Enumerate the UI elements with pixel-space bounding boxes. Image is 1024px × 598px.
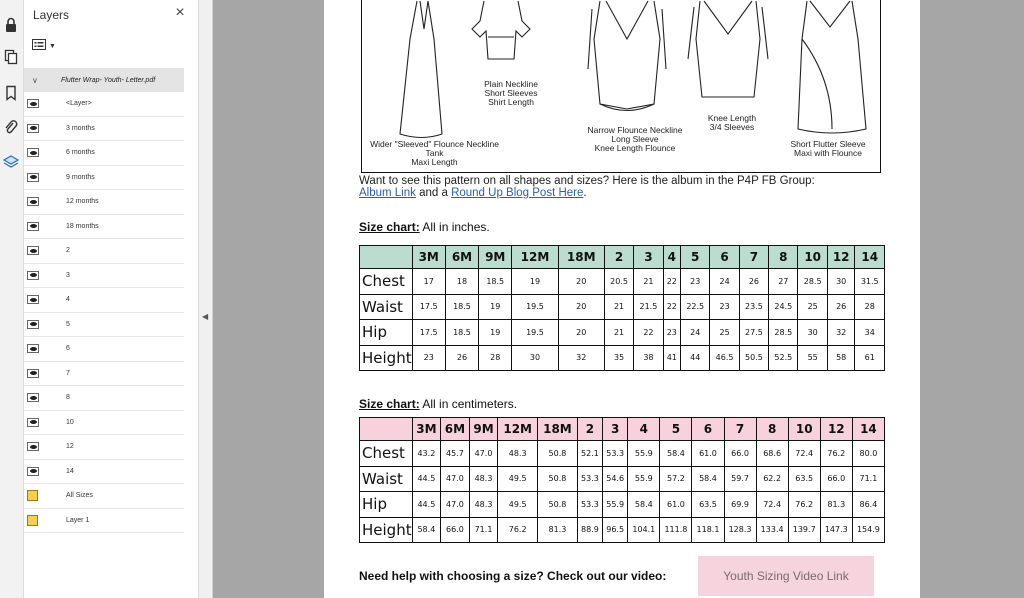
visibility-eye-icon[interactable] bbox=[27, 99, 39, 108]
size-header-cell: 18M bbox=[558, 246, 604, 269]
measurement-value: 55.9 bbox=[628, 441, 660, 467]
measurement-row bbox=[360, 466, 885, 492]
size-header-cell: 18M bbox=[538, 418, 578, 441]
layer-name: 18 months bbox=[66, 222, 99, 230]
layer-row[interactable] bbox=[24, 92, 184, 117]
measurement-value: 35 bbox=[604, 345, 633, 371]
measurement-value: 81.3 bbox=[538, 517, 578, 543]
measurement-value: 81.3 bbox=[820, 492, 852, 518]
eye-icon bbox=[30, 322, 37, 326]
measurement-value: 61.0 bbox=[692, 441, 724, 467]
layer-name: 5 bbox=[66, 320, 70, 328]
size-header-cell: 12 bbox=[820, 418, 852, 441]
measurement-value: 71.1 bbox=[852, 466, 884, 492]
layer-name: 9 months bbox=[66, 173, 95, 181]
measurement-value: 55.9 bbox=[603, 492, 628, 518]
size-chart-inches-title bbox=[359, 220, 490, 234]
measurement-label: Hip bbox=[360, 320, 413, 346]
measurement-value: 50.5 bbox=[739, 345, 768, 371]
layer-row[interactable] bbox=[24, 166, 184, 191]
measurement-value: 18 bbox=[445, 269, 478, 295]
measurement-value: 58.4 bbox=[660, 441, 692, 467]
measurement-value: 30 bbox=[798, 320, 827, 346]
eye-icon bbox=[30, 347, 37, 351]
intro-period: . bbox=[583, 187, 587, 199]
measurement-value: 27 bbox=[769, 269, 798, 295]
measurement-value: 18.5 bbox=[479, 269, 512, 295]
measurement-value: 48.3 bbox=[469, 492, 498, 518]
measurement-value: 23 bbox=[412, 345, 445, 371]
size-header-cell: 7 bbox=[739, 246, 768, 269]
measurement-value: 54.6 bbox=[603, 466, 628, 492]
sizing-help-text: Need help with choosing a size? Check out our video: bbox=[359, 569, 667, 583]
size-header-cell: 14 bbox=[852, 418, 884, 441]
layer-row[interactable] bbox=[24, 190, 184, 215]
measurement-value: 63.5 bbox=[788, 466, 820, 492]
eye-icon bbox=[30, 249, 37, 253]
eye-icon bbox=[30, 298, 37, 302]
visibility-eye-icon[interactable] bbox=[27, 246, 39, 255]
layer-row[interactable] bbox=[24, 288, 184, 313]
dress-illustrations bbox=[361, 0, 881, 173]
eye-icon bbox=[30, 273, 37, 277]
visibility-eye-icon[interactable] bbox=[27, 418, 39, 427]
measurement-value: 46.5 bbox=[710, 345, 739, 371]
measurement-value: 49.5 bbox=[498, 466, 538, 492]
measurement-value: 38 bbox=[634, 345, 663, 371]
size-header-cell: 2 bbox=[604, 246, 633, 269]
measurement-value: 44.5 bbox=[412, 492, 441, 518]
measurement-value: 41 bbox=[663, 345, 680, 371]
measurement-value: 147.3 bbox=[820, 517, 852, 543]
measurement-value: 30 bbox=[827, 269, 855, 295]
layer-name: All Sizes bbox=[66, 492, 93, 500]
paperclip-icon[interactable] bbox=[2, 118, 20, 136]
layer-row[interactable] bbox=[24, 411, 184, 436]
size-header-cell: 5 bbox=[660, 418, 692, 441]
visibility-eye-icon[interactable] bbox=[27, 344, 39, 353]
size-chart-label: Size chart: bbox=[359, 220, 420, 234]
measurement-value: 76.2 bbox=[498, 517, 538, 543]
measurement-value: 53.3 bbox=[603, 441, 628, 467]
measurement-value: 76.2 bbox=[820, 441, 852, 467]
navigation-toolstrip bbox=[0, 0, 24, 598]
measurement-value: 47.0 bbox=[441, 492, 470, 518]
chevron-down-icon: ▼ bbox=[49, 42, 56, 50]
visibility-eye-icon[interactable] bbox=[27, 148, 39, 157]
size-chart-unit: All in inches. bbox=[419, 220, 490, 234]
measurement-value: 72.4 bbox=[788, 441, 820, 467]
layers-panel-title: Layers bbox=[33, 8, 70, 22]
eye-icon bbox=[30, 102, 37, 106]
measurement-value: 58 bbox=[827, 345, 855, 371]
measurement-value: 23 bbox=[663, 320, 680, 346]
measurement-value: 44.5 bbox=[412, 466, 441, 492]
layer-file-name: Flutter Wrap- Youth- Letter.pdf bbox=[61, 76, 156, 84]
eye-icon bbox=[30, 175, 37, 179]
eye-icon bbox=[30, 371, 37, 375]
layer-name: 2 bbox=[66, 247, 70, 255]
visibility-eye-icon[interactable] bbox=[27, 222, 39, 231]
measurement-value: 133.4 bbox=[756, 517, 788, 543]
measurement-value: 31.5 bbox=[855, 269, 885, 295]
measurement-value: 27.5 bbox=[739, 320, 768, 346]
measurement-value: 55.9 bbox=[628, 466, 660, 492]
measurement-value: 68.6 bbox=[756, 441, 788, 467]
size-header-cell: 5 bbox=[681, 246, 710, 269]
measurement-row bbox=[360, 517, 885, 543]
measurement-value: 44 bbox=[681, 345, 710, 371]
size-header-cell: 10 bbox=[788, 418, 820, 441]
layer-row[interactable] bbox=[24, 117, 184, 142]
measurement-value: 49.5 bbox=[498, 492, 538, 518]
measurement-value: 20 bbox=[558, 320, 604, 346]
layer-name: 6 bbox=[66, 345, 70, 353]
measurement-value: 52.1 bbox=[577, 441, 602, 467]
size-header-cell: 3M bbox=[412, 418, 441, 441]
measurement-value: 28 bbox=[855, 294, 885, 320]
measurement-value: 19.5 bbox=[512, 320, 558, 346]
measurement-value: 19.5 bbox=[512, 294, 558, 320]
size-chart-cm-title bbox=[359, 397, 517, 411]
measurement-value: 22 bbox=[663, 269, 680, 295]
layer-row[interactable] bbox=[24, 313, 184, 338]
measurement-value: 80.0 bbox=[852, 441, 884, 467]
caption-dress-2: Plain Neckline Short Sleeves Shirt Length bbox=[484, 79, 538, 107]
measurement-value: 66.0 bbox=[724, 441, 756, 467]
layer-name: Layer 1 bbox=[66, 516, 90, 524]
size-header-row bbox=[360, 418, 885, 441]
measurement-value: 66.0 bbox=[441, 517, 470, 543]
measurement-value: 22.5 bbox=[681, 294, 710, 320]
layer-row[interactable] bbox=[24, 509, 184, 534]
measurement-label: Waist bbox=[360, 466, 413, 492]
measurement-value: 45.7 bbox=[441, 441, 470, 467]
layer-row[interactable] bbox=[24, 386, 184, 411]
measurement-value: 18.5 bbox=[445, 320, 478, 346]
measurement-value: 43.2 bbox=[412, 441, 441, 467]
size-header-cell: 6M bbox=[445, 246, 478, 269]
measurement-value: 50.8 bbox=[538, 441, 578, 467]
size-header-cell: 8 bbox=[769, 246, 798, 269]
measurement-label: Hip bbox=[360, 492, 413, 518]
measurement-value: 23 bbox=[710, 294, 739, 320]
measurement-value: 26 bbox=[445, 345, 478, 371]
measurement-value: 17.5 bbox=[412, 294, 445, 320]
measurement-row bbox=[360, 269, 885, 295]
eye-icon bbox=[30, 420, 37, 424]
measurement-value: 19 bbox=[512, 269, 558, 295]
eye-icon bbox=[30, 445, 37, 449]
layer-row[interactable] bbox=[24, 215, 184, 240]
blog-post-link[interactable]: Round Up Blog Post Here bbox=[451, 187, 584, 199]
measurement-value: 25 bbox=[798, 294, 827, 320]
measurement-value: 24 bbox=[710, 269, 739, 295]
panel-splitter[interactable] bbox=[199, 0, 213, 598]
measurement-value: 59.7 bbox=[724, 466, 756, 492]
options-list-icon bbox=[32, 37, 46, 55]
measurement-value: 21 bbox=[604, 320, 633, 346]
measurement-label: Chest bbox=[360, 269, 413, 295]
measurement-row bbox=[360, 320, 885, 346]
measurement-value: 50.8 bbox=[538, 492, 578, 518]
measurement-value: 57.2 bbox=[660, 466, 692, 492]
size-header-cell: 12M bbox=[498, 418, 538, 441]
layer-row[interactable] bbox=[24, 460, 184, 485]
size-header-cell: 3M bbox=[412, 246, 445, 269]
size-header-cell: 2 bbox=[577, 418, 602, 441]
eye-icon bbox=[30, 396, 37, 400]
close-icon[interactable]: × bbox=[175, 4, 185, 21]
measurement-value: 47.0 bbox=[441, 466, 470, 492]
layer-row[interactable] bbox=[24, 264, 184, 289]
measurement-value: 19 bbox=[479, 294, 512, 320]
size-header-cell: 10 bbox=[798, 246, 827, 269]
visibility-eye-icon[interactable] bbox=[27, 393, 39, 402]
measurement-value: 28.5 bbox=[798, 269, 827, 295]
measurement-value: 20 bbox=[558, 294, 604, 320]
measurement-value: 30 bbox=[512, 345, 558, 371]
measurement-value: 23 bbox=[681, 269, 710, 295]
measurement-value: 76.2 bbox=[788, 492, 820, 518]
measurement-value: 17.5 bbox=[412, 320, 445, 346]
measurement-value: 58.4 bbox=[412, 517, 441, 543]
measurement-value: 53.3 bbox=[577, 466, 602, 492]
layer-name: 12 bbox=[66, 443, 74, 451]
layer-name: 14 bbox=[66, 467, 74, 475]
measurement-value: 32 bbox=[558, 345, 604, 371]
layer-lock-icon bbox=[27, 515, 38, 526]
layer-name: 7 bbox=[66, 369, 70, 377]
measurement-value: 61 bbox=[855, 345, 885, 371]
size-header-cell: 6 bbox=[692, 418, 724, 441]
layer-name: 8 bbox=[66, 394, 70, 402]
layers-tree bbox=[24, 68, 184, 533]
layer-row[interactable] bbox=[24, 435, 184, 460]
measurement-value: 72.4 bbox=[756, 492, 788, 518]
pattern-intro bbox=[359, 175, 879, 199]
measurement-value: 52.5 bbox=[769, 345, 798, 371]
eye-icon bbox=[30, 469, 37, 473]
album-link[interactable]: Album Link bbox=[359, 187, 416, 199]
visibility-eye-icon[interactable] bbox=[27, 271, 39, 280]
size-header-cell: 4 bbox=[663, 246, 680, 269]
measurement-value: 86.4 bbox=[852, 492, 884, 518]
size-header-cell: 3 bbox=[634, 246, 663, 269]
layer-row[interactable] bbox=[24, 362, 184, 387]
visibility-eye-icon[interactable] bbox=[27, 197, 39, 206]
measurement-value: 62.2 bbox=[756, 466, 788, 492]
header-corner-cell bbox=[360, 418, 413, 441]
measurement-label: Waist bbox=[360, 294, 413, 320]
size-chart-inches-table bbox=[359, 245, 885, 371]
measurement-value: 25 bbox=[710, 320, 739, 346]
measurement-value: 66.0 bbox=[820, 466, 852, 492]
eye-icon bbox=[30, 126, 37, 130]
measurement-value: 88.9 bbox=[577, 517, 602, 543]
measurement-label: Height bbox=[360, 345, 413, 371]
measurement-row bbox=[360, 294, 885, 320]
pages-icon[interactable] bbox=[2, 48, 20, 66]
measurement-value: 50.8 bbox=[538, 466, 578, 492]
caption-dress-1: Wider "Sleeved" Flounce Neckline Tank Maxi Length bbox=[370, 139, 499, 167]
measurement-row bbox=[360, 441, 885, 467]
size-chart-unit: All in centimeters. bbox=[419, 397, 518, 411]
size-header-cell: 6M bbox=[441, 418, 470, 441]
measurement-value: 63.5 bbox=[692, 492, 724, 518]
size-header-cell: 12 bbox=[827, 246, 855, 269]
size-header-cell: 3 bbox=[603, 418, 628, 441]
eye-icon bbox=[30, 151, 37, 155]
measurement-value: 55 bbox=[798, 345, 827, 371]
measurement-value: 118.1 bbox=[692, 517, 724, 543]
measurement-value: 20 bbox=[558, 269, 604, 295]
size-header-cell: 9M bbox=[469, 418, 498, 441]
measurement-value: 28 bbox=[479, 345, 512, 371]
measurement-value: 24 bbox=[681, 320, 710, 346]
measurement-value: 21 bbox=[634, 269, 663, 295]
layer-name: 10 bbox=[66, 418, 74, 426]
intro-text: Want to see this pattern on all shapes and sizes? Here is the album in the P4P FB Group: bbox=[359, 175, 815, 187]
measurement-value: 19 bbox=[479, 320, 512, 346]
measurement-value: 154.9 bbox=[852, 517, 884, 543]
measurement-value: 21 bbox=[604, 294, 633, 320]
measurement-value: 26 bbox=[827, 294, 855, 320]
measurement-value: 21.5 bbox=[634, 294, 663, 320]
layer-name: 4 bbox=[66, 296, 70, 304]
layer-name: 3 bbox=[66, 271, 70, 279]
layer-name: 12 months bbox=[66, 198, 99, 206]
caption-dress-3: Narrow Flounce Neckline Long Sleeve Knee Length Flounce bbox=[587, 125, 683, 153]
header-corner-cell bbox=[360, 246, 413, 269]
measurement-value: 47.0 bbox=[469, 441, 498, 467]
measurement-value: 34 bbox=[855, 320, 885, 346]
layers-icon[interactable] bbox=[2, 153, 20, 171]
eye-icon bbox=[30, 200, 37, 204]
collapse-arrow-icon[interactable]: ◀ bbox=[202, 312, 209, 321]
visibility-eye-icon[interactable] bbox=[27, 442, 39, 451]
visibility-eye-icon[interactable] bbox=[27, 295, 39, 304]
measurement-label: Height bbox=[360, 517, 413, 543]
size-header-cell: 8 bbox=[756, 418, 788, 441]
measurement-value: 53.3 bbox=[577, 492, 602, 518]
layer-row[interactable] bbox=[24, 484, 184, 509]
layer-row[interactable] bbox=[24, 337, 184, 362]
size-header-cell: 12M bbox=[512, 246, 558, 269]
visibility-eye-icon[interactable] bbox=[27, 124, 39, 133]
measurement-value: 111.8 bbox=[660, 517, 692, 543]
chevron-down-icon[interactable]: ∨ bbox=[32, 75, 38, 85]
layer-lock-icon bbox=[27, 490, 38, 501]
measurement-value: 26 bbox=[739, 269, 768, 295]
measurement-value: 96.5 bbox=[603, 517, 628, 543]
measurement-value: 58.4 bbox=[628, 492, 660, 518]
size-header-cell: 9M bbox=[479, 246, 512, 269]
layer-name: 3 months bbox=[66, 124, 95, 132]
youth-sizing-video-button[interactable]: Youth Sizing Video Link bbox=[698, 556, 874, 596]
measurement-value: 69.9 bbox=[724, 492, 756, 518]
size-chart-cm-table bbox=[359, 417, 885, 543]
measurement-value: 58.4 bbox=[692, 466, 724, 492]
intro-joiner: and a bbox=[415, 187, 452, 199]
size-header-cell: 7 bbox=[724, 418, 756, 441]
caption-dress-4: Knee Length 3/4 Sleeves bbox=[707, 113, 757, 132]
size-chart-label: Size chart: bbox=[359, 397, 420, 411]
measurement-value: 104.1 bbox=[628, 517, 660, 543]
layer-row[interactable] bbox=[24, 141, 184, 166]
layer-name: 6 months bbox=[66, 149, 95, 157]
visibility-eye-icon[interactable] bbox=[27, 173, 39, 182]
size-header-row bbox=[360, 246, 885, 269]
visibility-eye-icon[interactable] bbox=[27, 467, 39, 476]
size-header-cell: 14 bbox=[855, 246, 885, 269]
measurement-value: 22 bbox=[663, 294, 680, 320]
measurement-value: 20.5 bbox=[604, 269, 633, 295]
measurement-value: 48.3 bbox=[469, 466, 498, 492]
measurement-value: 61.0 bbox=[660, 492, 692, 518]
measurement-value: 48.3 bbox=[498, 441, 538, 467]
measurement-value: 32 bbox=[827, 320, 855, 346]
visibility-eye-icon[interactable] bbox=[27, 369, 39, 378]
size-header-cell: 6 bbox=[710, 246, 739, 269]
measurement-value: 18.5 bbox=[445, 294, 478, 320]
measurement-value: 139.7 bbox=[788, 517, 820, 543]
layer-row[interactable] bbox=[24, 239, 184, 264]
measurement-value: 24.5 bbox=[769, 294, 798, 320]
measurement-value: 17 bbox=[412, 269, 445, 295]
caption-dress-5: Short Flutter Sleeve Maxi with Flounce bbox=[790, 139, 866, 158]
measurement-value: 71.1 bbox=[469, 517, 498, 543]
measurement-value: 23.5 bbox=[739, 294, 768, 320]
measurement-value: 128.3 bbox=[724, 517, 756, 543]
layer-name: <Layer> bbox=[66, 100, 92, 108]
measurement-row bbox=[360, 345, 885, 371]
layers-panel bbox=[24, 0, 199, 598]
visibility-eye-icon[interactable] bbox=[27, 320, 39, 329]
measurement-value: 28.5 bbox=[769, 320, 798, 346]
lock-icon[interactable] bbox=[2, 16, 20, 34]
size-header-cell: 4 bbox=[628, 418, 660, 441]
eye-icon bbox=[30, 224, 37, 228]
bookmark-icon[interactable] bbox=[2, 84, 20, 102]
measurement-label: Chest bbox=[360, 441, 413, 467]
layers-options-button[interactable] bbox=[32, 38, 62, 54]
layer-root-file[interactable] bbox=[24, 68, 184, 92]
measurement-value: 22 bbox=[634, 320, 663, 346]
measurement-row bbox=[360, 492, 885, 518]
